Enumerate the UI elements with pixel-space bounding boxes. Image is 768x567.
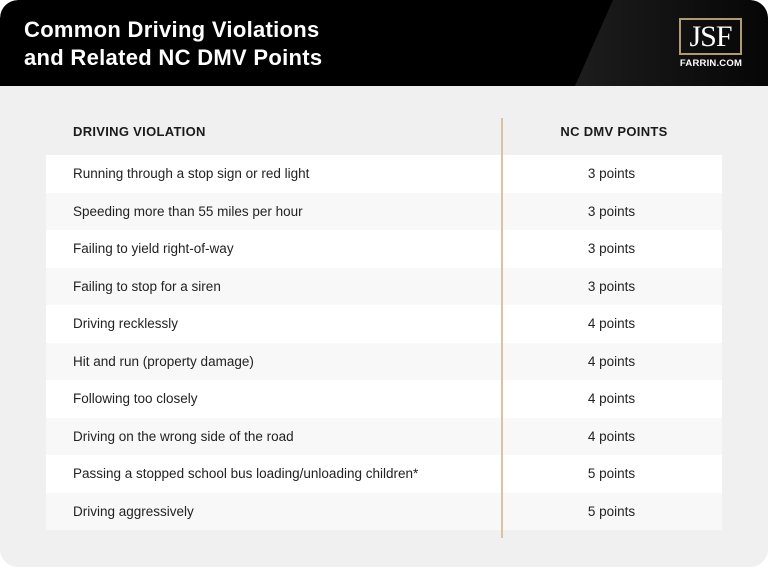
- points-cell: 3 points: [587, 278, 636, 294]
- violation-cell: Driving aggressively: [73, 503, 194, 519]
- violations-table: [46, 155, 722, 530]
- table-row: [46, 380, 722, 418]
- column-header-points: NC DMV POINTS: [560, 124, 668, 139]
- violation-cell: Failing to stop for a siren: [73, 278, 221, 294]
- table-row: [46, 305, 722, 343]
- table-row: [46, 230, 722, 268]
- points-cell: 3 points: [587, 166, 636, 182]
- table-row: [46, 455, 722, 493]
- violation-cell: Driving on the wrong side of the road: [73, 428, 294, 444]
- violation-cell: Hit and run (property damage): [73, 353, 254, 369]
- column-divider: [501, 118, 503, 538]
- page-title: [24, 16, 322, 72]
- table-row: [46, 418, 722, 456]
- violation-cell: Failing to yield right-of-way: [73, 241, 234, 257]
- points-cell: 5 points: [587, 466, 636, 482]
- violation-cell: Following too closely: [73, 391, 198, 407]
- table-row: [46, 268, 722, 306]
- title-line-2: and Related NC DMV Points: [24, 45, 323, 70]
- header-banner: [0, 0, 768, 86]
- table-row: [46, 493, 722, 531]
- points-cell: 5 points: [587, 503, 636, 519]
- column-header-violation: DRIVING VIOLATION: [73, 124, 206, 139]
- table-row: [46, 193, 722, 231]
- violation-cell: Driving recklessly: [73, 316, 179, 332]
- table-row: [46, 155, 722, 193]
- violation-cell: Speeding more than 55 miles per hour: [73, 203, 303, 219]
- jsf-logo: [679, 18, 742, 55]
- logo-text: JSF: [689, 19, 732, 53]
- table-row: [46, 343, 722, 381]
- points-cell: 3 points: [587, 241, 636, 257]
- violation-cell: Passing a stopped school bus loading/unloading children*: [73, 466, 419, 482]
- points-cell: 4 points: [587, 316, 636, 332]
- points-cell: 3 points: [587, 203, 636, 219]
- points-cell: 4 points: [587, 353, 636, 369]
- violation-cell: Running through a stop sign or red light: [73, 166, 310, 182]
- logo-website: FARRIN.COM: [679, 58, 743, 69]
- points-cell: 4 points: [587, 428, 636, 444]
- points-cell: 4 points: [587, 391, 636, 407]
- title-line-1: Common Driving Violations: [24, 17, 320, 42]
